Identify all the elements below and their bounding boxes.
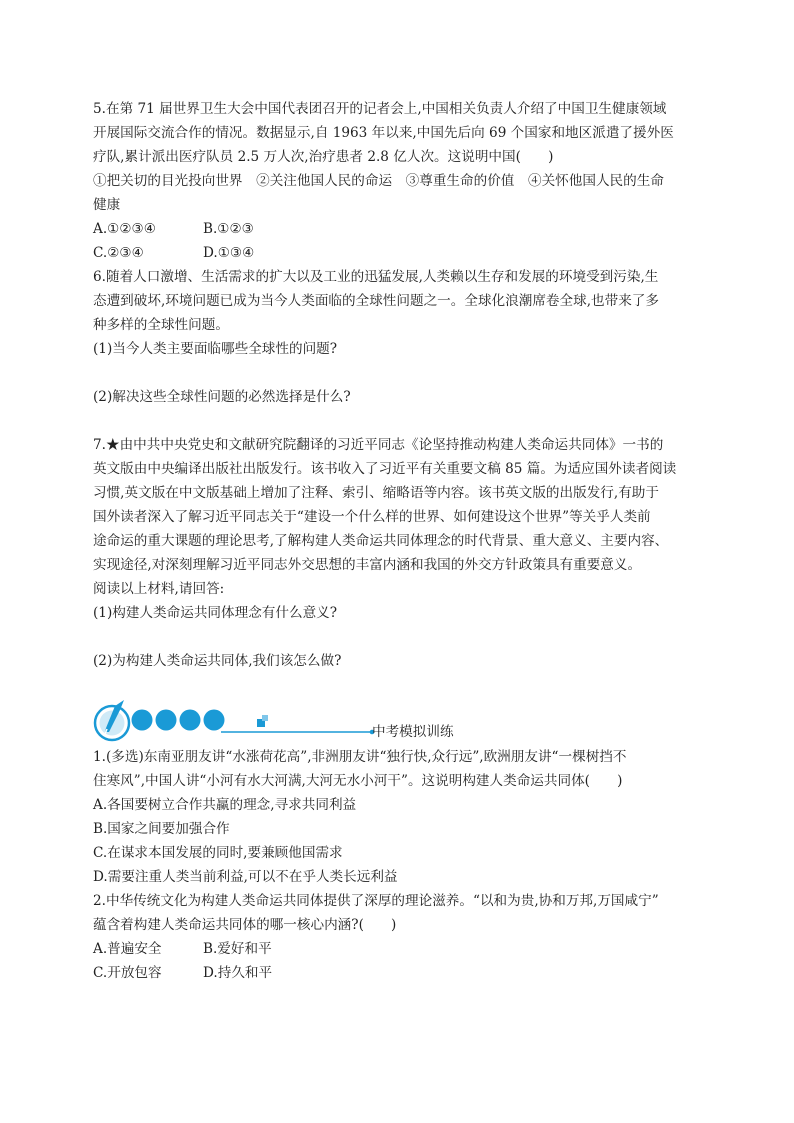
q5-statements-cont: 健康	[93, 197, 121, 213]
q6-line-1: 6.随着人口激增、生活需求的扩大以及工业的迅猛发展,人类赖以生存和发展的环境受到污染,生	[93, 269, 659, 285]
q5-option-b[interactable]: B.①②③	[203, 221, 254, 237]
section-banner-graphic	[93, 698, 383, 742]
q5-statements: ①把关切的目光投向世界 ②关注他国人民的命运 ③尊重生命的价值 ④关怀他国人民的生命	[93, 173, 664, 189]
q6-subquestion-1: (1)当今人类主要面临哪些全球性的问题?	[93, 341, 338, 357]
q6-line-3: 种多样的全球性问题。	[93, 317, 229, 333]
q7-subquestion-2: (2)为构建人类命运共同体,我们该怎么做?	[93, 653, 342, 669]
m2-option-d[interactable]: D.持久和平	[203, 965, 273, 981]
q7-line-2: 英文版由中央编译出版社出版发行。该书收入了习近平有关重要文稿 85 篇。为适应国外读者阅读	[93, 461, 677, 477]
m2-line-1: 2.中华传统文化为构建人类命运共同体提供了深厚的理论滋养。“以和为贵,协和万邦,万国咸宁”	[93, 893, 659, 909]
m2-options-row-2	[93, 963, 393, 983]
q5-line-2: 开展国际交流合作的情况。数据显示,自 1963 年以来,中国先后向 69 个国家和地区派遣了援外医	[93, 125, 674, 141]
m1-option-b[interactable]: B.国家之间要加强合作	[93, 821, 230, 837]
q5-option-a[interactable]: A.①②③④	[93, 221, 156, 237]
q7-line-6: 实现途径,对深刻理解习近平同志外交思想的丰富内涵和我国的外交方针政策具有重要意义。	[93, 557, 642, 573]
q7-line-1: 7.★由中共中央党史和文献研究院翻译的习近平同志《论坚持推动构建人类命运共同体》一书的	[93, 437, 664, 453]
q7-line-5: 途命运的重大课题的理论思考,了解构建人类命运共同体理念的时代背景、重大意义、主要内容、	[93, 533, 669, 549]
q7-prompt: 阅读以上材料,请回答:	[93, 581, 225, 597]
m2-option-b[interactable]: B.爱好和平	[203, 941, 272, 957]
m2-option-a[interactable]: A.普遍安全	[93, 941, 162, 957]
q6-line-2: 态遭到破坏,环境问题已成为当今人类面临的全球性问题之一。全球化浪潮席卷全球,也带来了多	[93, 293, 659, 309]
q5-options-row-1	[93, 219, 393, 239]
section-title: 中考模拟训练	[372, 724, 454, 740]
q7-line-3: 习惯,英文版在中文版基础上增加了注释、索引、缩略语等内容。该书英文版的出版发行,有助于	[93, 485, 659, 501]
q7-subquestion-1: (1)构建人类命运共同体理念有什么意义?	[93, 605, 338, 621]
q5-options-row-2	[93, 243, 393, 263]
q6-subquestion-2: (2)解决这些全球性问题的必然选择是什么?	[93, 389, 351, 405]
m1-option-d[interactable]: D.需要注重人类当前利益,可以不在乎人类长远利益	[93, 869, 398, 885]
m2-line-2: 蕴含着构建人类命运共同体的哪一核心内涵?( )	[93, 917, 397, 933]
m2-options-row-1	[93, 939, 393, 959]
pen-circle-icon	[95, 700, 129, 740]
m1-line-1: 1.(多选)东南亚朋友讲“水涨荷花高”,非洲朋友讲“独行快,众行远”,欧洲朋友讲“一棵树挡不	[93, 749, 627, 765]
q7-line-4: 国外读者深入了解习近平同志关于“建设一个什么样的世界、如何建设这个世界”等关乎人类前	[93, 509, 651, 525]
q5-option-c[interactable]: C.②③④	[93, 245, 144, 261]
q5-line-1: 5.在第 71 届世界卫生大会中国代表团召开的记者会上,中国相关负责人介绍了中国卫生健康领域	[93, 101, 667, 117]
m1-line-2: 住寒风”,中国人讲“小河有水大河满,大河无水小河干”。这说明构建人类命运共同体( )	[93, 773, 623, 789]
banner-dots	[132, 710, 225, 731]
q5-line-3: 疗队,累计派出医疗队员 2.5 万人次,治疗患者 2.8 亿人次。这说明中国( )	[93, 149, 554, 165]
m2-option-c[interactable]: C.开放包容	[93, 965, 162, 981]
banner-square-icon	[257, 715, 268, 727]
q5-option-d[interactable]: D.①③④	[203, 245, 255, 261]
m1-option-a[interactable]: A.各国要树立合作共赢的理念,寻求共同利益	[93, 797, 357, 813]
m1-option-c[interactable]: C.在谋求本国发展的同时,要兼顾他国需求	[93, 845, 343, 861]
